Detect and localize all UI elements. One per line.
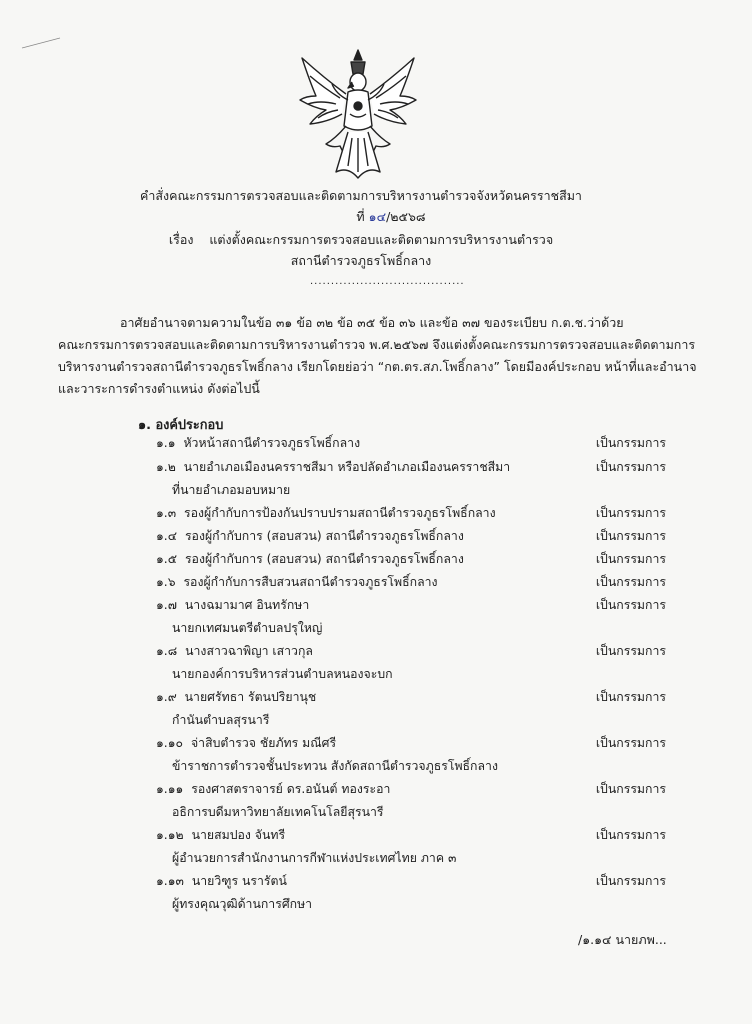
member-name: รองผู้กำกับการสืบสวนสถานีตำรวจภูธรโพธิ์กลาง <box>183 575 438 589</box>
member-row <box>156 434 666 452</box>
member-role: เป็นกรรมการ <box>595 874 666 888</box>
member-number: ๑.๑ <box>156 436 176 450</box>
order-number <box>30 207 752 227</box>
member-role: เป็นกรรมการ <box>595 436 666 450</box>
dotted-separator: ..................................... <box>310 276 465 287</box>
member-number: ๑.๗ <box>156 598 177 612</box>
member-role: เป็นกรรมการ <box>595 782 666 796</box>
member-row <box>156 642 666 660</box>
member-detail: อธิการบดีมหาวิทยาลัยเทคโนโลยีสุรนารี <box>172 805 384 819</box>
member-number: ๑.๔ <box>156 529 178 543</box>
member-number: ๑.๘ <box>156 644 178 658</box>
member-row <box>156 504 666 522</box>
member-number: ๑.๒ <box>156 460 176 474</box>
member-number: ๑.๙ <box>156 690 177 704</box>
member-role: เป็นกรรมการ <box>595 644 666 658</box>
member-detail: ที่นายอำเภอมอบหมาย <box>172 483 291 497</box>
subject-line-1: แต่งตั้งคณะกรรมการตรวจสอบและติดตามการบริหารงานตำรวจ <box>209 232 554 247</box>
member-name: นางฉมามาศ อินทรักษา <box>184 598 310 612</box>
member-name: นายอำเภอเมืองนครราชสีมา หรือปลัดอำเภอเมืองนครราชสีมา <box>183 460 511 474</box>
member-detail: ข้าราชการตำรวจชั้นประทวน สังกัดสถานีตำรวจภูธรโพธิ์กลาง <box>172 759 498 773</box>
member-row <box>156 688 666 706</box>
member-number: ๑.๑๑ <box>156 782 184 796</box>
member-role: เป็นกรรมการ <box>595 736 666 750</box>
member-row <box>156 872 666 890</box>
member-row <box>156 550 666 568</box>
garuda-emblem-icon <box>296 48 420 180</box>
order-number-value: ๑๔ <box>368 209 387 224</box>
order-title: คำสั่งคณะกรรมการตรวจสอบและติดตามการบริหารงานตำรวจจังหวัดนครราชสีมา <box>140 188 582 203</box>
member-number: ๑.๑๒ <box>156 828 184 842</box>
pen-mark-icon <box>20 36 64 50</box>
member-row <box>156 826 666 844</box>
member-name: นายสมปอง จันทรี <box>191 828 286 842</box>
member-role: เป็นกรรมการ <box>595 575 666 589</box>
member-name: นางสาวฉาพิญา เสาวกุล <box>185 644 313 658</box>
member-detail: นายกเทศมนตรีตำบลปรุใหญ่ <box>172 621 323 635</box>
member-detail: กำนันตำบลสุรนารี <box>172 713 270 727</box>
subject-label: เรื่อง <box>168 232 194 247</box>
member-name: นายวิฑูร นรารัตน์ <box>191 874 287 888</box>
section-heading: ๑. องค์ประกอบ <box>138 418 224 433</box>
continued-footer: /๑.๑๔ นายภพ... <box>578 932 667 947</box>
preamble-line: คณะกรรมการตรวจสอบและติดตามการบริหารงานตำรวจ พ.ศ.๒๕๖๗ จึงแต่งตั้งคณะกรรมการตรวจสอบและติดตามการ <box>58 337 696 352</box>
member-name: รองผู้กำกับการ (สอบสวน) สถานีตำรวจภูธรโพธิ์กลาง <box>184 529 464 543</box>
member-name: หัวหน้าสถานีตำรวจภูธรโพธิ์กลาง <box>183 436 361 450</box>
member-role: เป็นกรรมการ <box>595 828 666 842</box>
member-role: เป็นกรรมการ <box>595 552 666 566</box>
member-name: รองผู้กำกับการป้องกันปราบปรามสถานีตำรวจภูธรโพธิ์กลาง <box>184 506 496 520</box>
member-number: ๑.๑๓ <box>156 874 184 888</box>
member-row <box>156 527 666 545</box>
member-name: จ่าสิบตำรวจ ชัยภัทร มณีศรี <box>190 736 337 750</box>
member-detail: นายกองค์การบริหารส่วนตำบลหนองจะบก <box>172 667 393 681</box>
member-role: เป็นกรรมการ <box>595 460 666 474</box>
member-role: เป็นกรรมการ <box>595 506 666 520</box>
member-row <box>156 734 666 752</box>
member-row <box>156 596 666 614</box>
member-number: ๑.๕ <box>156 552 178 566</box>
member-detail: ผู้อำนวยการสำนักงานการกีฬาแห่งประเทศไทย ภาค ๓ <box>172 851 457 865</box>
member-name: นายศรัทธา รัตนปริยานุช <box>184 690 317 704</box>
subject-line-2: สถานีตำรวจภูธรโพธิ์กลาง <box>290 253 432 268</box>
preamble-line: บริหารงานตำรวจสถานีตำรวจภูธรโพธิ์กลาง เรียกโดยย่อว่า “กต.ตร.สภ.โพธิ์กลาง” โดยมีองค์ประกอบ หน้าที่และอำนาจ <box>58 359 697 374</box>
member-name: รองผู้กำกับการ (สอบสวน) สถานีตำรวจภูธรโพธิ์กลาง <box>184 552 464 566</box>
member-role: เป็นกรรมการ <box>595 529 666 543</box>
member-row <box>156 780 666 798</box>
member-role: เป็นกรรมการ <box>595 690 666 704</box>
member-number: ๑.๓ <box>156 506 177 520</box>
order-number-year: /๒๕๖๘ <box>386 209 426 224</box>
member-role: เป็นกรรมการ <box>595 598 666 612</box>
order-subject <box>0 230 722 250</box>
preamble-line: และวาระการดำรงตำแหน่ง ดังต่อไปนี้ <box>58 381 260 396</box>
preamble-paragraph <box>58 312 697 400</box>
member-number: ๑.๖ <box>156 575 176 589</box>
member-number: ๑.๑๐ <box>156 736 184 750</box>
member-name: รองศาสตราจารย์ ดร.อนันต์ ทองระอา <box>191 782 391 796</box>
member-detail: ผู้ทรงคุณวุฒิด้านการศึกษา <box>172 897 313 911</box>
order-number-prefix: ที่ <box>356 209 365 224</box>
member-row <box>156 458 666 476</box>
member-row <box>156 573 666 591</box>
preamble-line: อาศัยอำนาจตามความในข้อ ๓๑ ข้อ ๓๒ ข้อ ๓๕ ข้อ ๓๖ และข้อ ๓๗ ของระเบียบ ก.ต.ช.ว่าด้วย <box>120 315 624 330</box>
